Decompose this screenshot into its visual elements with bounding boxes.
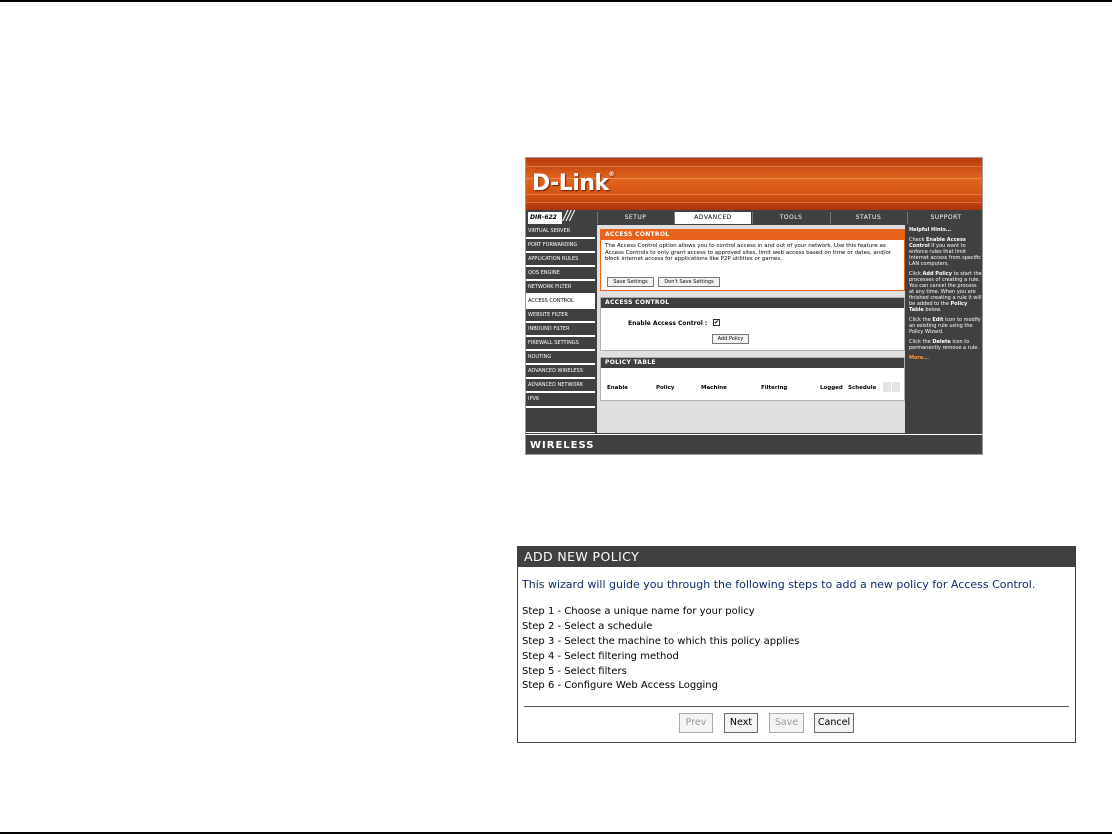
column-schedule: Schedule [848, 385, 877, 391]
access-control-intro-section [600, 229, 905, 291]
save-settings-button[interactable]: Save Settings [607, 277, 654, 287]
menu-qos-engine[interactable]: QOS ENGINE [526, 267, 595, 280]
policy-table-title: POLICY TABLE [601, 358, 904, 368]
intro-section-title: ACCESS CONTROL [601, 230, 904, 240]
hint-delete: Click the Delete icon to permanently remove a rule. [909, 339, 979, 351]
save-button[interactable]: Save [769, 713, 804, 733]
wizard-step-1: Step 1 - Choose a unique name for your policy [522, 606, 755, 617]
model-slash-decoration: /// [563, 209, 574, 224]
table-empty-cell [883, 382, 891, 392]
prev-button[interactable]: Prev [679, 713, 713, 733]
menu-inbound-filter[interactable]: INBOUND FILTER [526, 323, 595, 336]
enable-access-control-checkbox[interactable]: ✔ [714, 319, 720, 326]
wizard-step-2: Step 2 - Select a schedule [522, 621, 653, 632]
menu-application-rules[interactable]: APPLICATION RULES [526, 253, 595, 266]
tab-setup[interactable]: SETUP [597, 212, 673, 224]
router-access-control-screenshot [525, 157, 983, 455]
wizard-step-3: Step 3 - Select the machine to which this policy applies [522, 636, 800, 647]
add-new-policy-wizard [517, 546, 1076, 743]
top-page-rule [0, 0, 1112, 2]
more-link[interactable]: More... [909, 355, 929, 361]
wizard-step-6: Step 6 - Configure Web Access Logging [522, 680, 718, 691]
menu-port-forwarding[interactable]: PORT FORWARDING [526, 239, 595, 252]
router-header [526, 158, 983, 210]
wireless-footer-label: WIRELESS [530, 440, 595, 451]
dont-save-settings-button[interactable]: Don't Save Settings [658, 277, 720, 287]
model-badge: DIR-622 [528, 212, 562, 224]
menu-routing[interactable]: ROUTING [526, 351, 595, 364]
hint-add-policy: Click Add Policy to start the processes of creating a rule. You can cancel the process at any time. When you are finished creating a rule it will be added to the Policy Table below. [909, 271, 982, 313]
hint-edit: Click the Edit icon to modify an existing rule using the Policy Wizard. [909, 317, 981, 335]
column-filtering: Filtering [761, 385, 788, 391]
router-footer [526, 434, 983, 455]
enable-access-control-label: Enable Access Control : [628, 320, 708, 327]
bottom-page-rule [0, 832, 1112, 834]
menu-virtual-server[interactable]: VIRTUAL SERVER [526, 225, 595, 238]
dlink-logo: D-Link® [532, 171, 615, 196]
hints-title: Helpful Hints... [909, 227, 952, 233]
helpful-hints-panel [907, 225, 983, 433]
tab-tools[interactable]: TOOLS [752, 212, 829, 224]
menu-advanced-network[interactable]: ADVANCED NETWORK [526, 379, 595, 392]
left-menu [526, 225, 595, 433]
access-control-section [600, 297, 905, 351]
menu-advanced-wireless[interactable]: ADVANCED WIRELESS [526, 365, 595, 378]
wizard-step-5: Step 5 - Select filters [522, 666, 627, 677]
menu-ipv6[interactable]: IPV6 [526, 393, 595, 407]
next-button[interactable]: Next [724, 713, 758, 733]
column-machine: Machine [701, 385, 727, 391]
menu-access-control[interactable]: ACCESS CONTROL [526, 295, 595, 308]
table-empty-cell [892, 382, 900, 392]
column-policy: Policy [656, 385, 675, 391]
tab-support[interactable]: SUPPORT [907, 212, 983, 224]
policy-table-section [600, 357, 905, 401]
menu-website-filter[interactable]: WEBSITE FILTER [526, 309, 595, 322]
hint-enable-access: Check Enable Access Control if you want to enforce rules that limit Internet access from specific LAN computers. [909, 237, 981, 267]
column-logged: Logged [820, 385, 843, 391]
add-policy-button[interactable]: Add Policy [712, 334, 749, 344]
wizard-title: ADD NEW POLICY [518, 547, 1075, 567]
menu-firewall-settings[interactable]: FIREWALL SETTINGS [526, 337, 595, 350]
menu-spacer [526, 408, 595, 433]
column-enable: Enable [607, 385, 628, 391]
menu-network-filter[interactable]: NETWORK FILTER [526, 281, 595, 294]
cancel-button[interactable]: Cancel [814, 713, 854, 733]
tab-advanced[interactable]: ADVANCED [674, 212, 751, 224]
intro-description: The Access Control option allows you to control access in and out of your network. Use this feature as Access Controls to only grant access to approved sites, limit web access based on time or dates, and/or block internet access for applications like P2P utilities or games. [605, 243, 892, 262]
tab-status[interactable]: STATUS [830, 212, 906, 224]
wizard-divider [524, 706, 1069, 707]
wizard-step-4: Step 4 - Select filtering method [522, 651, 679, 662]
access-control-section-title: ACCESS CONTROL [601, 298, 904, 308]
wizard-intro: This wizard will guide you through the following steps to add a new policy for Access Control. [522, 578, 1036, 591]
